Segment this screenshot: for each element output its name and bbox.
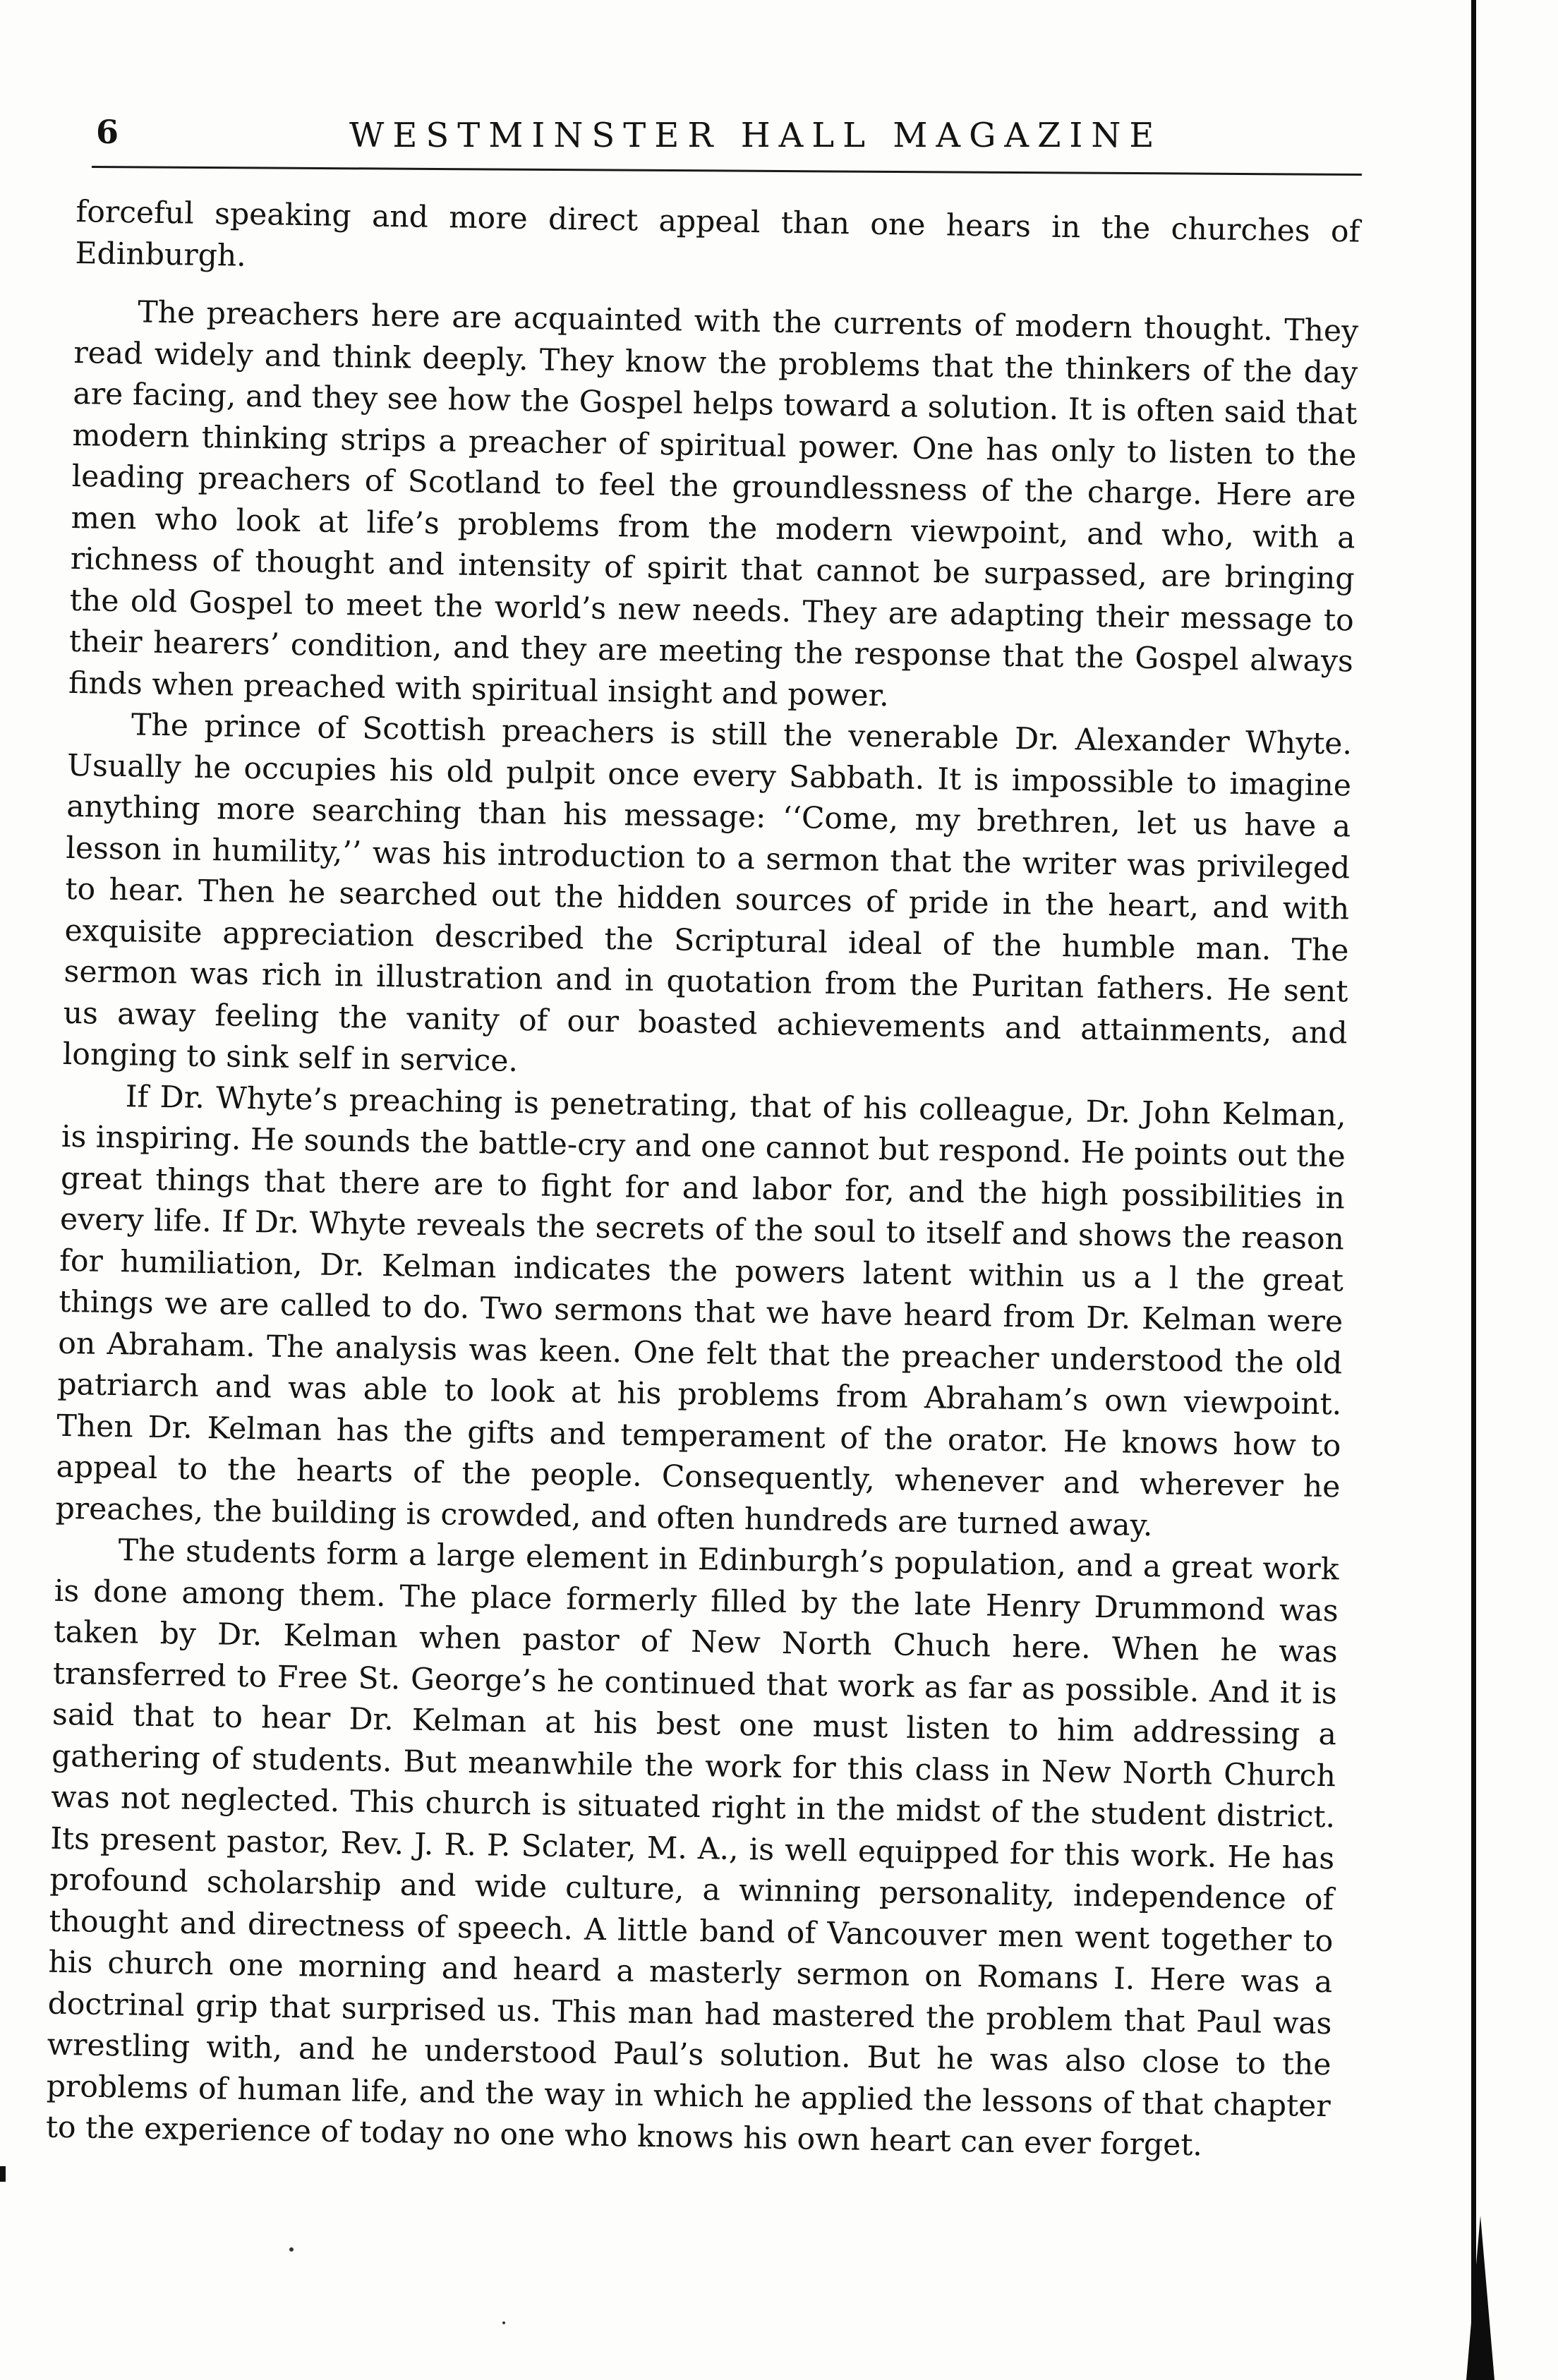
paragraph-3: The prince of Scottish preachers is still the venerable Dr. Alexander Whyte. Usually he occupies his old pulpit once every Sabbath. It is impossible to imagine anything more searching than his message: ‘‘Come, my brethren, let us have a lesson in humility,’’ was his introduction to a sermon that the writer was privileged to hear. Then he searched out the hidden sources of pride in the heart, and with exquisite appreciation described the Scriptural ideal of the humble man. The sermon was rich in illustration and in quotation from the Puritan fathers. He sent us away feeling the vanity of our boasted achievements and attainments, and longing to sink self in service. [62,708,1353,1079]
page-header [92,106,1341,162]
binding-fold [1466,2216,1494,2380]
running-title: WESTMINSTER HALL MAGAZINE [349,116,1163,155]
article-body [45,192,1360,2169]
margin-mark [0,2166,6,2182]
ink-speck [289,2247,294,2252]
paragraph-2: The preachers here are acquainted with the currents of modern thought. They read widely and think deeply. They know the problems that the thinkers of the day are facing, and they see how the Gospel helps toward a solution. It is often said that modern thinking strips a preacher of spiritual power. One has only to listen to the leading preachers of Scotland to feel the groundlessness of the charge. Here are men who look at life’s problems from the modern viewpoint, and who, with a richness of thought and intensity of spirit that cannot be surpassed, are bringing the old Gospel to meet the world’s new needs. They are adapting their message to their hearers’ condition, and they are meeting the response that the Gospel always finds when preached with spiritual insight and power. [68,295,1359,713]
page-number: 6 [96,113,119,151]
paragraph-1: forceful speaking and more direct appeal than one hears in the churches of Edinburgh. [75,194,1360,274]
ink-speck [502,2321,505,2324]
paragraph-5: The students form a large element in Edinburgh’s population, and a great work is done among them. The place formerly filled by the late Henry Drummond was taken by Dr. Kelman when pastor of New North Chuch here. When he was transferred to Free St. George’s he continued that work as far as possible. And it is said that to hear Dr. Kelman at his best one must listen to him addressing a gathering of students. But meanwhile the work for this class in New North Church was not neglected. This church is situated right in the midst of the student district. Its present pastor, Rev. J. R. P. Sclater, M. A., is well equipped for this work. He has profound scholarship and wide culture, a winning personality, independence of thought and directness of speech. A little band of Vancouver men went together to his church one morning and heard a masterly sermon on Romans I. Here was a doctrinal grip that surprised us. This man had mastered the problem that Paul was wrestling with, and he understood Paul’s solution. But he was also close to the problems of human life, and the way in which he applied the lessons of that chapter to the experience of today no one who knows his own heart can ever forget. [45,1533,1339,2163]
header-rule [92,166,1362,176]
binding-edge [1471,0,1476,2380]
paragraph-4: If Dr. Whyte’s preaching is penetrating, that of his colleague, Dr. John Kelman, is inspiring. He sounds the battle-cry and one cannot but respond. He points out the great things that there are to fight for and labor for, and the high possibilities in every life. If Dr. Whyte reveals the secrets of the soul to itself and shows the reason for humiliation, Dr. Kelman indicates the powers latent within us a l the great things we are called to do. Two sermons that we have heard from Dr. Kelman were on Abraham. The analysis was keen. One felt that the preacher understood the old patriarch and was able to look at his problems from Abraham’s own viewpoint. Then Dr. Kelman has the gifts and temperament of the orator. He knows how to appeal to the hearts of the people. Consequently, whenever and wherever he preaches, the building is crowded, and often hundreds are turned away. [55,1079,1347,1543]
